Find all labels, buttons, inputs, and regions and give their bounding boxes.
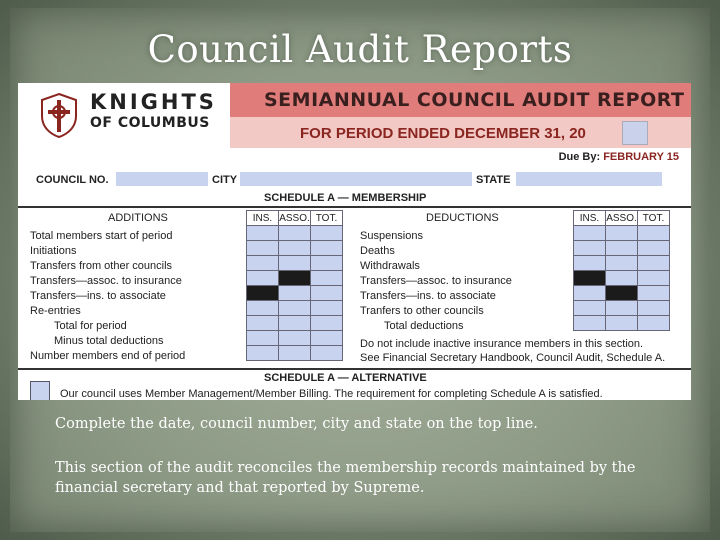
grid-cell[interactable] bbox=[311, 226, 343, 241]
caption-line-2: This section of the audit reconciles the membership records maintained by the financial secretary and that reported by Supreme. bbox=[55, 460, 636, 496]
grid-cell[interactable] bbox=[279, 241, 311, 256]
grid-cell[interactable] bbox=[574, 301, 606, 316]
report-title-band bbox=[230, 83, 691, 117]
grid-cell[interactable] bbox=[247, 271, 279, 286]
deductions-item: Deaths bbox=[360, 245, 395, 257]
grid-cell[interactable] bbox=[606, 241, 638, 256]
grid-cell-blocked bbox=[574, 271, 606, 286]
grid-cell[interactable] bbox=[638, 286, 670, 301]
grid-cell[interactable] bbox=[606, 271, 638, 286]
grid-cell[interactable] bbox=[279, 256, 311, 271]
additions-item: Minus total deductions bbox=[54, 335, 164, 347]
additions-item: Total members start of period bbox=[30, 230, 173, 242]
state-field[interactable] bbox=[516, 172, 662, 186]
additions-item: Re-entries bbox=[30, 305, 81, 317]
grid-cell[interactable] bbox=[311, 256, 343, 271]
grid-cell[interactable] bbox=[311, 316, 343, 331]
col-ins-header: INS. bbox=[574, 211, 606, 226]
grid-cell[interactable] bbox=[279, 331, 311, 346]
col-tot-header: TOT. bbox=[311, 211, 343, 226]
grid-cell[interactable] bbox=[247, 241, 279, 256]
deductions-item: Tranfers to other councils bbox=[360, 305, 484, 317]
grid-cell[interactable] bbox=[638, 316, 670, 331]
schedule-a-heading: SCHEDULE A — MEMBERSHIP bbox=[264, 192, 427, 204]
grid-cell[interactable] bbox=[574, 286, 606, 301]
grid-cell[interactable] bbox=[606, 256, 638, 271]
grid-cell[interactable] bbox=[279, 301, 311, 316]
additions-grid bbox=[246, 210, 343, 361]
grid-cell[interactable] bbox=[574, 241, 606, 256]
grid-cell[interactable] bbox=[279, 286, 311, 301]
grid-cell[interactable] bbox=[247, 256, 279, 271]
audit-report-form-image bbox=[18, 83, 691, 400]
schedule-a-alt-heading: SCHEDULE A — ALTERNATIVE bbox=[264, 372, 427, 384]
col-tot-header: TOT. bbox=[638, 211, 670, 226]
alt-text: Our council uses Member Management/Member Billing. The requirement for completing Schedule A is satisfied. bbox=[60, 388, 603, 400]
deductions-grid bbox=[573, 210, 670, 331]
period-band bbox=[230, 117, 691, 148]
kofc-emblem-icon bbox=[38, 92, 80, 138]
additions-item: Transfers—ins. to associate bbox=[30, 290, 166, 302]
grid-cell[interactable] bbox=[247, 346, 279, 361]
deductions-item: Withdrawals bbox=[360, 260, 420, 272]
col-ins-header: INS. bbox=[247, 211, 279, 226]
state-label: STATE bbox=[476, 174, 511, 186]
additions-item: Initiations bbox=[30, 245, 77, 257]
grid-cell[interactable] bbox=[606, 226, 638, 241]
logo-knights-text: KNIGHTS bbox=[90, 90, 217, 114]
grid-cell[interactable] bbox=[247, 226, 279, 241]
grid-cell[interactable] bbox=[311, 331, 343, 346]
grid-cell[interactable] bbox=[279, 226, 311, 241]
caption-line-1: Complete the date, council number, city and state on the top line. bbox=[55, 416, 538, 432]
grid-cell[interactable] bbox=[311, 241, 343, 256]
additions-item: Transfers—assoc. to insurance bbox=[30, 275, 182, 287]
council-no-label: COUNCIL NO. bbox=[36, 174, 109, 186]
grid-cell[interactable] bbox=[279, 346, 311, 361]
deductions-item: Transfers—assoc. to insurance bbox=[360, 275, 512, 287]
slide-title: Council Audit Reports bbox=[147, 28, 573, 71]
city-label: CITY bbox=[212, 174, 238, 186]
due-label: Due By: bbox=[558, 151, 601, 163]
period-text: FOR PERIOD ENDED DECEMBER 31, 20 bbox=[300, 125, 586, 142]
grid-cell[interactable] bbox=[311, 301, 343, 316]
deductions-item: Transfers—ins. to associate bbox=[360, 290, 496, 302]
deductions-heading: DEDUCTIONS bbox=[426, 212, 499, 224]
due-by bbox=[559, 151, 679, 163]
col-asso-header: ASSO. bbox=[279, 213, 310, 224]
note-handbook: See Financial Secretary Handbook, Council Audit, Schedule A. bbox=[360, 352, 666, 364]
grid-cell[interactable] bbox=[247, 316, 279, 331]
city-field[interactable] bbox=[240, 172, 472, 186]
grid-cell[interactable] bbox=[247, 331, 279, 346]
grid-cell[interactable] bbox=[311, 271, 343, 286]
col-asso-header: ASSO. bbox=[606, 213, 637, 224]
grid-cell[interactable] bbox=[574, 316, 606, 331]
additions-item: Total for period bbox=[54, 320, 127, 332]
note-inactive: Do not include inactive insurance members in this section. bbox=[360, 338, 644, 350]
additions-item: Transfers from other councils bbox=[30, 260, 173, 272]
additions-item: Number members end of period bbox=[30, 350, 186, 362]
grid-cell[interactable] bbox=[311, 286, 343, 301]
grid-cell[interactable] bbox=[606, 316, 638, 331]
deductions-list bbox=[360, 229, 512, 334]
divider bbox=[18, 368, 691, 370]
additions-heading: ADDITIONS bbox=[108, 212, 168, 224]
year-field[interactable] bbox=[622, 121, 648, 145]
grid-cell-blocked bbox=[606, 286, 638, 301]
logo-of-columbus-text: OF COLUMBUS bbox=[90, 115, 210, 131]
deductions-item: Total deductions bbox=[384, 320, 464, 332]
alt-checkbox[interactable] bbox=[30, 381, 50, 400]
grid-cell[interactable] bbox=[247, 301, 279, 316]
grid-cell[interactable] bbox=[574, 256, 606, 271]
due-value: FEBRUARY 15 bbox=[603, 151, 679, 163]
divider bbox=[18, 206, 691, 208]
grid-cell[interactable] bbox=[638, 256, 670, 271]
grid-cell-blocked bbox=[279, 271, 311, 286]
grid-cell[interactable] bbox=[638, 301, 670, 316]
grid-cell-blocked bbox=[247, 286, 279, 301]
grid-cell[interactable] bbox=[638, 226, 670, 241]
report-title: SEMIANNUAL COUNCIL AUDIT REPORT bbox=[264, 89, 685, 111]
grid-cell[interactable] bbox=[638, 271, 670, 286]
deductions-item: Suspensions bbox=[360, 230, 423, 242]
kofc-logo-area bbox=[18, 83, 230, 148]
grid-cell[interactable] bbox=[279, 316, 311, 331]
additions-list bbox=[30, 229, 185, 364]
grid-cell[interactable] bbox=[638, 241, 670, 256]
grid-cell[interactable] bbox=[606, 301, 638, 316]
grid-cell[interactable] bbox=[311, 346, 343, 361]
grid-cell[interactable] bbox=[574, 226, 606, 241]
council-no-field[interactable] bbox=[116, 172, 208, 186]
